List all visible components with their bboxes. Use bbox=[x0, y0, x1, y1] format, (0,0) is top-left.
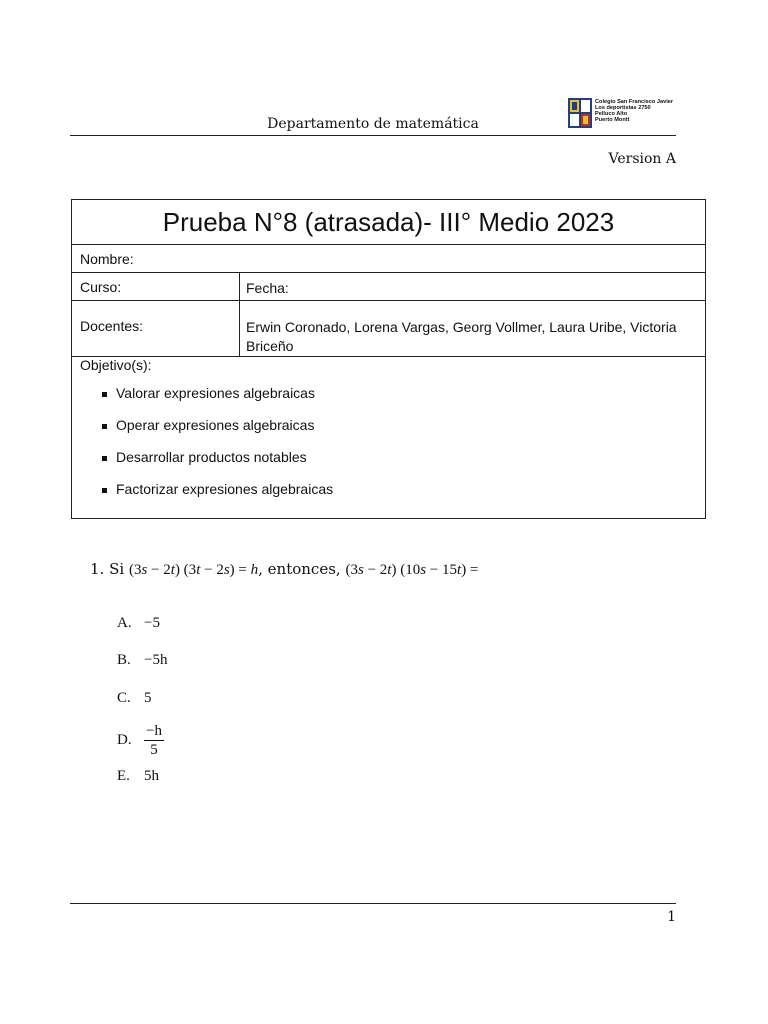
school-city-line: Puerto Montt bbox=[595, 117, 630, 124]
docentes-row bbox=[72, 301, 705, 357]
option-letter: B. bbox=[117, 652, 131, 668]
objective-item bbox=[102, 449, 333, 481]
exam-title: Prueba N°8 (atrasada)- III° Medio 2023 bbox=[72, 200, 705, 245]
objective-item bbox=[102, 417, 333, 449]
column-divider bbox=[239, 273, 240, 300]
version-label: Version A bbox=[608, 151, 676, 167]
objective-text: Desarrollar productos notables bbox=[116, 449, 307, 465]
fecha-label: Fecha: bbox=[246, 280, 289, 296]
question-equation-asked: (3s − 2t) (10s − 15t) = bbox=[345, 562, 479, 578]
question-entonces: , entonces, bbox=[258, 560, 341, 578]
docentes-label: Docentes: bbox=[80, 318, 144, 334]
option-value: 5h bbox=[144, 768, 159, 784]
column-divider bbox=[239, 301, 240, 356]
bullet-icon bbox=[102, 488, 107, 493]
option-letter: E. bbox=[117, 768, 130, 784]
objetivos-row bbox=[72, 357, 705, 519]
option-e[interactable] bbox=[117, 768, 159, 785]
fraction-denominator: 5 bbox=[150, 742, 158, 758]
option-value: −5h bbox=[144, 652, 168, 668]
option-value: −5 bbox=[144, 615, 160, 631]
curso-row bbox=[72, 273, 705, 301]
question-equation-given: (3s − 2t) (3t − 2s) = h bbox=[128, 562, 259, 578]
school-area-line: Pelluco Alto bbox=[595, 111, 628, 118]
nombre-label: Nombre: bbox=[80, 251, 134, 267]
option-a[interactable] bbox=[117, 615, 160, 632]
option-d[interactable] bbox=[117, 722, 164, 759]
option-letter: A. bbox=[117, 615, 132, 631]
objective-text: Valorar expresiones algebraicas bbox=[116, 385, 315, 401]
objective-item bbox=[102, 385, 333, 417]
school-logo bbox=[568, 98, 676, 128]
fraction-numerator: −h bbox=[146, 723, 162, 739]
school-name-line: Colegio San Francisco Javier bbox=[595, 99, 674, 105]
question-number: 1. bbox=[90, 560, 105, 578]
question-1 bbox=[90, 560, 478, 579]
docentes-value: Erwin Coronado, Lorena Vargas, Georg Vollmer, Laura Uribe, Victoria Briceño bbox=[246, 319, 677, 354]
curso-label: Curso: bbox=[80, 279, 122, 295]
bullet-icon bbox=[102, 392, 107, 397]
question-si: Si bbox=[109, 560, 125, 578]
school-name-block bbox=[595, 99, 673, 123]
option-c[interactable] bbox=[117, 690, 152, 707]
school-address-line: Los deportistas 2750 bbox=[595, 105, 651, 112]
option-fraction bbox=[144, 722, 164, 759]
exam-info-table bbox=[71, 199, 706, 519]
objetivos-label: Objetivo(s): bbox=[80, 357, 152, 373]
school-crest-icon bbox=[568, 98, 592, 128]
department-header: Departamento de matemática bbox=[267, 116, 479, 132]
footer-rule bbox=[70, 903, 676, 904]
option-b[interactable] bbox=[117, 652, 167, 669]
bullet-icon bbox=[102, 424, 107, 429]
objective-item bbox=[102, 481, 333, 513]
page-number: 1 bbox=[667, 909, 676, 925]
option-value: 5 bbox=[144, 690, 152, 706]
option-letter: C. bbox=[117, 690, 131, 706]
objectives-list bbox=[102, 385, 333, 513]
objective-text: Factorizar expresiones algebraicas bbox=[116, 481, 334, 497]
objective-text: Operar expresiones algebraicas bbox=[116, 417, 315, 433]
header-rule bbox=[70, 135, 676, 136]
bullet-icon bbox=[102, 456, 107, 461]
nombre-row bbox=[72, 245, 705, 273]
option-letter: D. bbox=[117, 732, 132, 748]
